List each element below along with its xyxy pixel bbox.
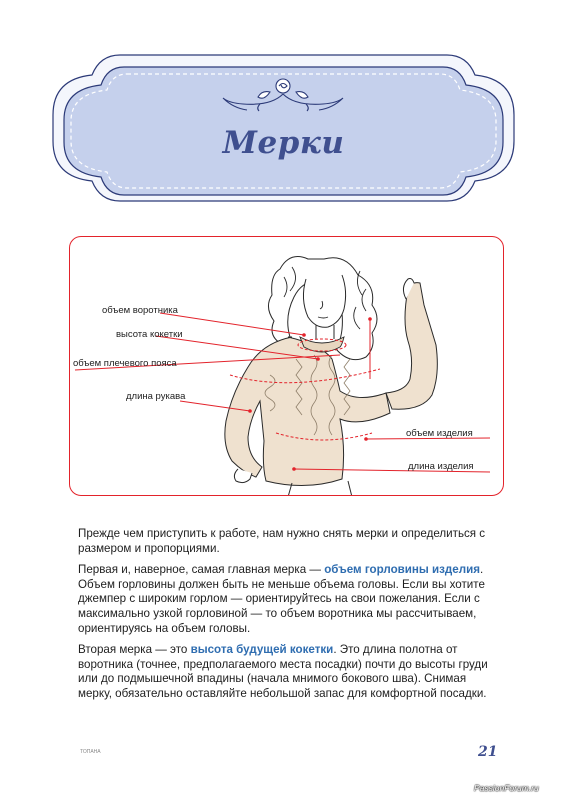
text-span: . Это длина полотна от воротника (точнее, предполагаемого места посадки) почти до высоты груди или до подмышечной впадины (начала мнимого бокового шва). Снимая мерку, обязательно оставляйте небольшой запас для комфортной посадки. (78, 643, 488, 700)
body-text (78, 527, 498, 709)
highlight-neckline: объем горловины изделия (324, 563, 481, 577)
measurement-figure (69, 236, 504, 496)
page-number: 21 (478, 744, 498, 760)
page-title: Мерки (222, 125, 345, 161)
label-sleeve-length: длина рукава (126, 391, 186, 402)
header-banner (0, 0, 567, 215)
footer-small-text: ТОПАНА (80, 749, 101, 755)
highlight-yoke: высота будущей кокетки (190, 643, 334, 657)
label-shoulder-girth: объем плечевого пояса (73, 358, 177, 369)
paragraph-intro: Прежде чем приступить к работе, нам нужно снять мерки и определиться с размером и пропорциями. (78, 527, 486, 555)
text-span: Первая и, наверное, самая главная мерка — (78, 563, 325, 577)
label-yoke-height: высота кокетки (116, 329, 183, 340)
text-span: Вторая мерка — это (78, 643, 191, 657)
paragraph-neckline (78, 563, 498, 636)
label-collar: объем воротника (102, 305, 178, 316)
label-garment-length: длина изделия (408, 461, 474, 472)
label-garment-girth: объем изделия (406, 428, 473, 439)
watermark: PassionForum.ru (474, 783, 539, 793)
paragraph-yoke (78, 643, 498, 701)
text-span: . Объем горловины должен быть не меньше объема головы. Если вы хотите джемпер с широким горлом — ориентируйтесь на свои пожелания. Если с максимально узкой горловиной — то объем воротника мы рассчитываем, ориентируясь на объем головы. (78, 563, 485, 635)
